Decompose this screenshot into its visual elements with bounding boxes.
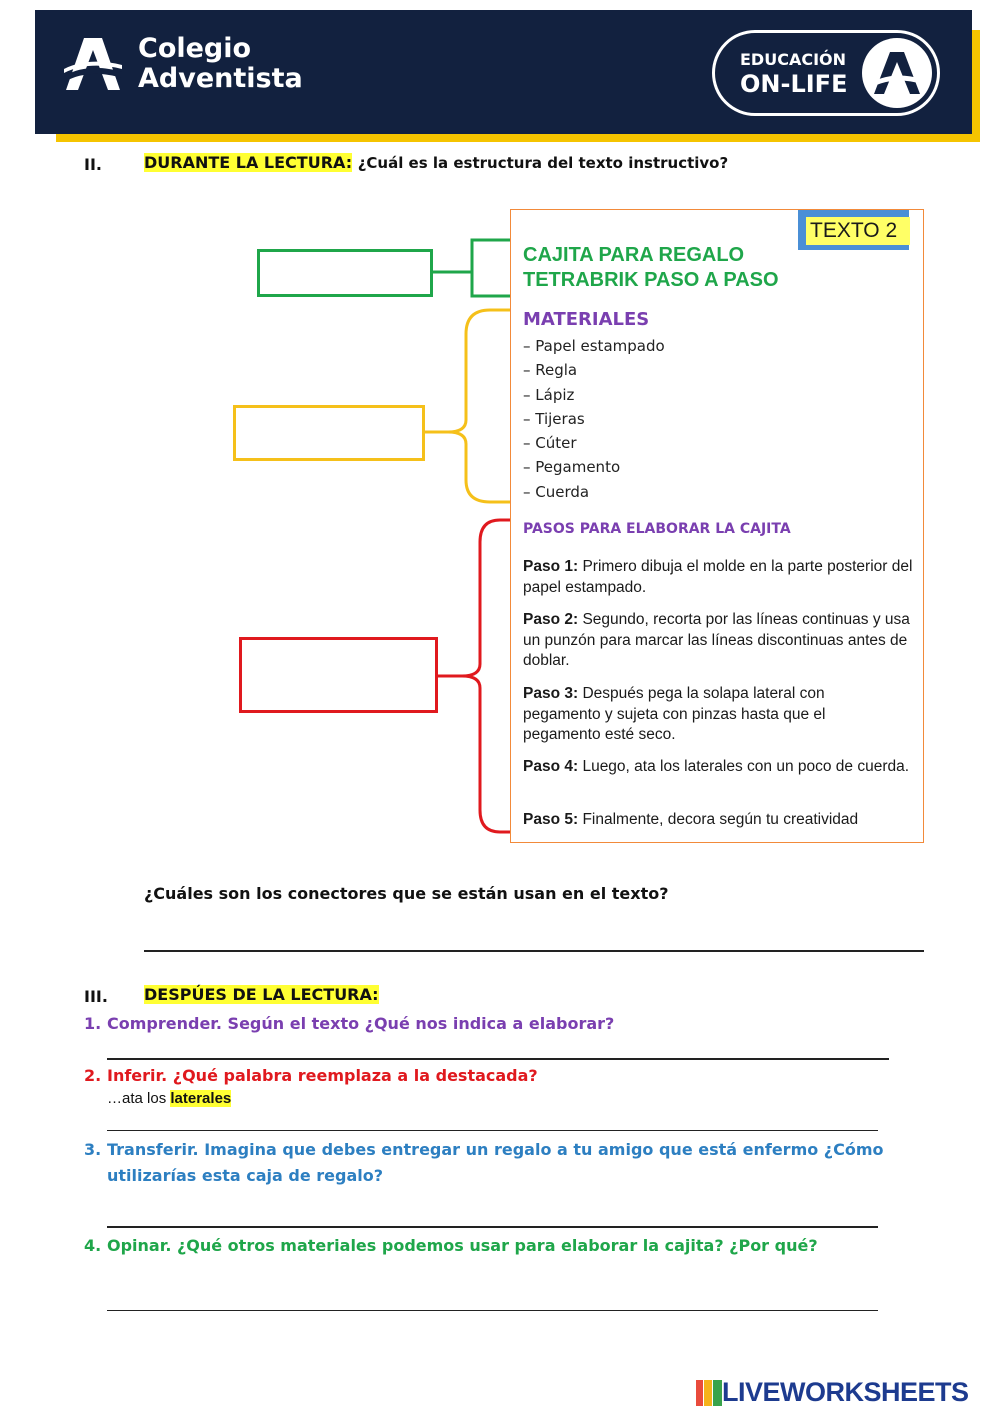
materials-list [523, 334, 903, 504]
badge-logo-icon [872, 50, 922, 96]
texto-label [798, 210, 909, 250]
list-item: – Cúter [523, 434, 577, 453]
question-3-line2: utilizarías esta caja de regalo? [107, 1166, 384, 1185]
section-2-question: ¿Cuál es la estructura del texto instructivo? [357, 154, 729, 172]
step-1-label: Paso 1: [523, 558, 579, 575]
badge-text-line1: EDUCACIÓN [740, 50, 847, 69]
answer-line-connectors[interactable] [144, 950, 924, 952]
step-1-text: Primero dibuja el molde en la parte posterior del papel estampado. [523, 558, 913, 596]
highlighted-word: laterales [170, 1090, 232, 1107]
question-2-example-prefix: …ata los [107, 1090, 171, 1107]
liveworksheets-brand: LIVEWORKSHEETS [722, 1377, 969, 1407]
step-2-label: Paso 2: [523, 611, 579, 628]
texto-label-text: TEXTO 2 [806, 217, 910, 245]
connectors-question: ¿Cuáles son los conectores que se están usan en el texto? [144, 884, 669, 903]
list-item: – Pegamento [523, 458, 621, 477]
step-2 [523, 610, 915, 672]
list-item: – Tijeras [523, 409, 585, 428]
school-logo-icon [62, 36, 124, 92]
answer-line-q2[interactable] [107, 1130, 878, 1131]
answer-box-title[interactable] [257, 249, 433, 297]
section-2-title: DURANTE LA LECTURA: [144, 153, 353, 172]
question-1-number: 1. [84, 1014, 102, 1033]
question-2-example [107, 1090, 231, 1107]
answer-line-q4[interactable] [107, 1310, 878, 1311]
section-2-number: II. [84, 155, 102, 174]
question-2: Inferir. ¿Qué palabra reemplaza a la destacada? [107, 1066, 538, 1085]
section-2-heading [144, 153, 728, 172]
red-bracket [438, 520, 518, 832]
step-1 [523, 557, 915, 598]
answer-box-materials[interactable] [233, 405, 425, 461]
question-3-line1: Transferir. Imagina que debes entregar un regalo a tu amigo que está enfermo ¿Cómo [107, 1140, 884, 1159]
card-title-line1: CAJITA PARA REGALO [523, 244, 745, 266]
list-item: – Regla [523, 361, 578, 380]
yellow-bracket [424, 310, 510, 502]
badge-text-line2: ON-LIFE [740, 70, 848, 98]
liveworksheets-logo-icon [696, 1380, 722, 1406]
step-4 [523, 757, 915, 778]
answer-line-q1[interactable] [107, 1058, 889, 1060]
answer-box-steps[interactable] [239, 637, 438, 713]
question-1: Comprender. Según el texto ¿Qué nos indica a elaborar? [107, 1014, 615, 1033]
step-5-label: Paso 5: [523, 811, 579, 828]
step-5-text: Finalmente, decora según tu creatividad [578, 811, 859, 828]
question-2-number: 2. [84, 1066, 102, 1085]
question-4-number: 4. [84, 1236, 102, 1255]
step-2-text: Segundo, recorta por las líneas continuas y usa un punzón para marcar las líneas discontinuas antes de doblar. [523, 611, 910, 669]
logo-text-line2: Adventista [138, 63, 303, 94]
steps-heading: PASOS PARA ELABORAR LA CAJITA [523, 521, 791, 537]
list-item: – Cuerda [523, 482, 590, 501]
list-item: – Papel estampado [523, 337, 665, 355]
answer-line-q3[interactable] [107, 1226, 878, 1228]
step-5 [523, 810, 918, 831]
green-bracket [472, 240, 512, 296]
step-3-text: Después pega la solapa lateral con pegamento y sujeta con pinzas hasta que el pegamento esté seco. [523, 685, 826, 743]
logo-text-line1: Colegio [138, 33, 252, 64]
card-title-line2: TETRABRIK PASO A PASO [523, 269, 779, 291]
step-3 [523, 684, 903, 746]
question-4: Opinar. ¿Qué otros materiales podemos usar para elaborar la cajita? ¿Por qué? [107, 1236, 818, 1255]
step-4-text: Luego, ata los laterales con un poco de cuerda. [578, 758, 910, 775]
section-3-number: III. [84, 987, 108, 1006]
step-3-label: Paso 3: [523, 685, 579, 702]
question-3-number: 3. [84, 1140, 102, 1159]
step-4-label: Paso 4: [523, 758, 579, 775]
list-item: – Lápiz [523, 385, 575, 404]
materials-heading: MATERIALES [523, 309, 650, 330]
section-3-title: DESPÚES DE LA LECTURA: [144, 985, 379, 1004]
